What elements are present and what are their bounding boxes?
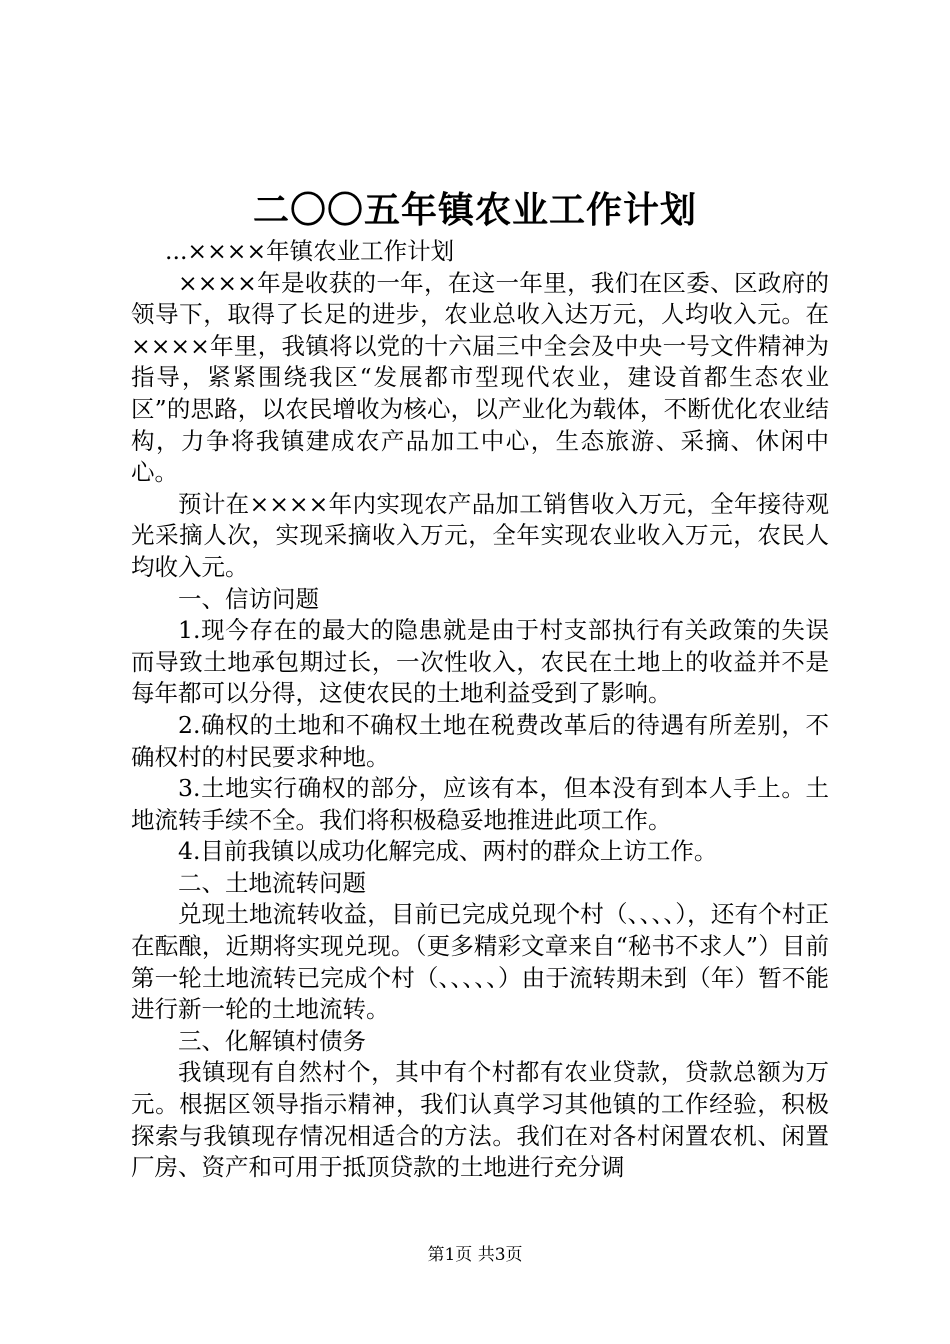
section3-paragraph: 我镇现有自然村个，其中有个村都有农业贷款，贷款总额为万元。根据区领导指示精神，我们认真学习其他镇的工作经验，积极探索与我镇现存情况相适合的方法。我们在对各村闲置农机、闲置厂房、资产和可用于抵顶贷款的土地进行充分调 xyxy=(131,1058,829,1182)
intro-paragraph-1: ××××年是收获的一年，在这一年里，我们在区委、区政府的领导下，取得了长足的进步，农业总收入达万元，人均收入元。在××××年里，我镇将以党的十六届三中全会及中央一号文件精神为指导，紧紧围绕我区“发展都市型现代农业，建设首都生态农业区”的思路，以农民增收为核心，以产业化为载体，不断优化农业结构，力争将我镇建成农产品加工中心，生态旅游、采摘、休闲中心。 xyxy=(131,268,829,487)
section1-item-1: 1.现今存在的最大的隐患就是由于村支部执行有关政策的失误而导致土地承包期过长，一次性收入，农民在土地上的收益并不是每年都可以分得，这使农民的土地利益受到了影响。 xyxy=(131,616,829,708)
intro-paragraph-2: 预计在××××年内实现农产品加工销售收入万元，全年接待观光采摘人次，实现采摘收入万元，全年实现农业收入万元，农民人均收入元。 xyxy=(131,489,829,581)
section1-item-3: 3.土地实行确权的部分，应该有本，但本没有到本人手上。土地流转手续不全。我们将积极稳妥地推进此项工作。 xyxy=(131,774,829,834)
section-heading-petitions: 一、信访问题 xyxy=(178,584,319,613)
section-heading-land-transfer: 二、土地流转问题 xyxy=(178,868,366,897)
document-subtitle: ...××××年镇农业工作计划 xyxy=(165,237,455,265)
document-title: 二〇〇五年镇农业工作计划 xyxy=(252,189,697,231)
section-heading-debt: 三、化解镇村债务 xyxy=(178,1026,366,1055)
section2-paragraph: 兑现土地流转收益，目前已完成兑现个村（、、、、），还有个村正在酝酿，近期将实现兑现。（更多精彩文章来自“秘书不求人”）目前第一轮土地流转已完成个村（、、、、、）由于流转期未到（年）暂不能进行新一轮的土地流转。 xyxy=(131,900,829,1024)
section1-item-2: 2.确权的土地和不确权土地在税费改革后的待遇有所差别，不确权村的村民要求种地。 xyxy=(131,710,829,771)
section1-item-4: 4.目前我镇以成功化解完成、两村的群众上访工作。 xyxy=(178,837,718,866)
document-body xyxy=(131,236,829,1184)
page-number-footer: 第1页 共3页 xyxy=(427,1245,523,1265)
